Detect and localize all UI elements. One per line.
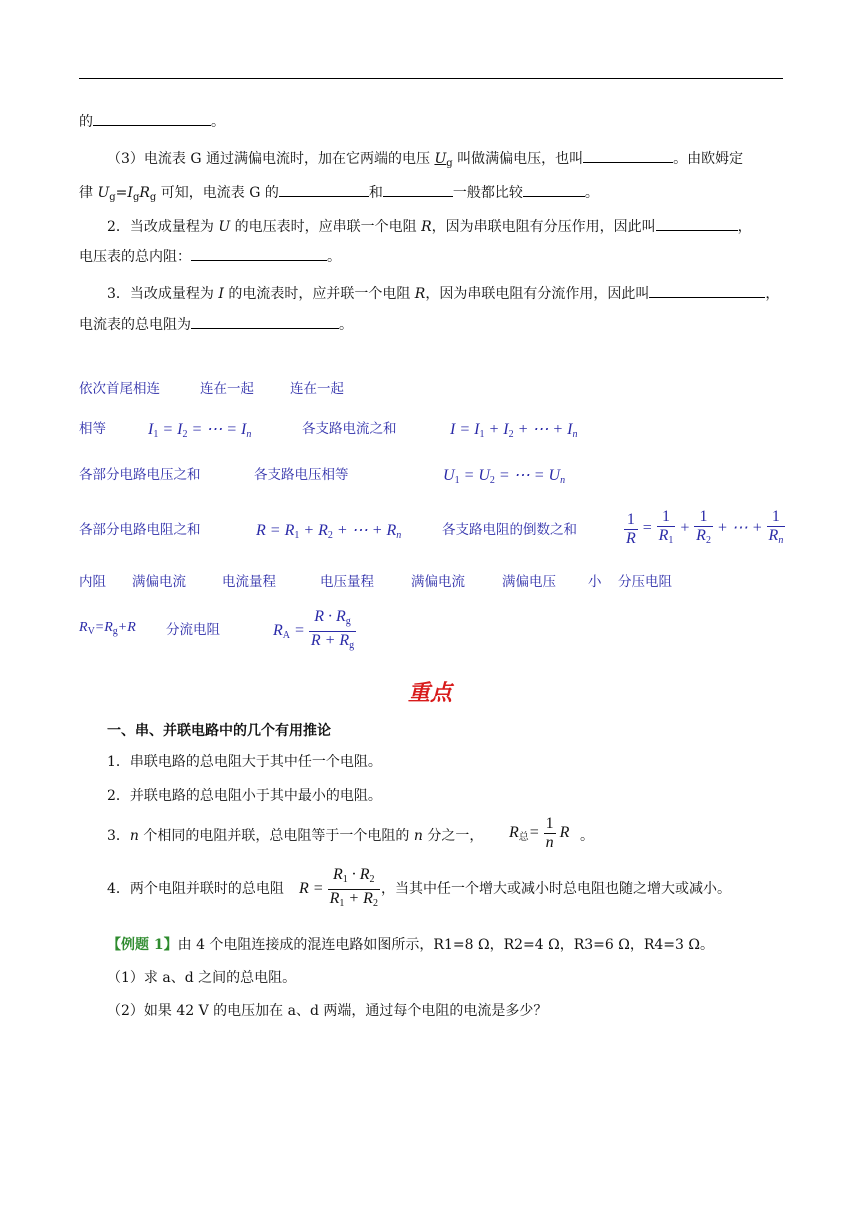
answer-row5-8: 分压电阻 xyxy=(618,574,672,590)
blank xyxy=(656,215,738,231)
blank xyxy=(583,147,673,163)
blank xyxy=(649,282,765,298)
series-current-formula: $I_1 = I_2$ = ⋯ = In xyxy=(148,421,252,440)
parallel-current-formula: $I = I_1 + I_2$ + ⋯ + In xyxy=(450,421,578,440)
blank xyxy=(191,313,339,329)
answer-row6-b: 分流电阻 xyxy=(166,622,220,638)
blank xyxy=(523,181,585,197)
item-3-formula: $R_总=$ $\frac{1}{n}$ R xyxy=(509,815,570,851)
ohm-formula: $U_g=I_gR_g$ xyxy=(97,185,157,203)
answer-row2-b: 各支路电流之和 xyxy=(302,421,397,437)
answer-row4-a: 各部分电路电阻之和 xyxy=(79,522,201,538)
series-resistance-formula: $R = R_1 + R_2$ + ⋯ + Rn xyxy=(256,522,402,541)
ug-symbol: $U_g$ xyxy=(434,151,453,169)
answer-row3-b: 各支路电压相等 xyxy=(254,467,349,483)
section-title: 一、串、并联电路中的几个有用推论 xyxy=(107,723,331,739)
answer-row5-1: 内阻 xyxy=(79,574,106,590)
answer-row4-b: 各支路电阻的倒数之和 xyxy=(442,522,577,538)
item-3: 3．n 个相同的电阻并联，总电阻等于一个电阻的 n 分之一， xyxy=(107,828,484,844)
answer-row3-a: 各部分电路电压之和 xyxy=(79,467,201,483)
answer-row5-2: 满偏电流 xyxy=(132,574,186,590)
blank xyxy=(383,181,453,197)
item-3-end: 。 xyxy=(580,828,594,844)
para-3-cont: 律 $U_g=I_gR_g$ 可知，电流表 G 的 和 一般都比较 。 xyxy=(79,181,599,208)
example-q1: （1）求 a、d 之间的总电阻。 xyxy=(107,970,297,986)
line-1: 的 。 xyxy=(79,110,225,132)
blank xyxy=(191,245,327,261)
item-1: 1．串联电路的总电阻大于其中任一个电阻。 xyxy=(107,754,382,770)
item-4-end: ，当其中任一个增大或减小时总电阻也随之增大或减小。 xyxy=(381,881,731,897)
answer-row5-4: 电压量程 xyxy=(320,574,374,590)
parallel-voltage-formula: $U_1 = U_2$ = ⋯ = Un xyxy=(443,467,566,486)
para-3: （3）电流表 G 通过满偏电流时，加在它两端的电压 $U_g$ 叫做满偏电压，也叫 。由欧姆定 xyxy=(107,147,743,174)
para-4: 2．当改成量程为 U 的电压表时，应串联一个电阻 R，因为串联电阻有分压作用，因此叫 ， xyxy=(107,215,752,237)
item-2: 2．并联电路的总电阻小于其中最小的电阻。 xyxy=(107,788,382,804)
parallel-resistance-formula: $\frac{1}{R}$ = $\frac{1}{R_1}$ + $\frac{1}{R_2}$ + ⋯ + $\frac{1}{Rn}$ xyxy=(626,508,784,547)
answer-1: 依次首尾相连 xyxy=(79,381,160,397)
answer-row2-a: 相等 xyxy=(79,421,106,437)
para-5: 3．当改成量程为 I 的电流表时，应并联一个电阻 R，因为串联电阻有分流作用，因此叫 ， xyxy=(107,282,779,304)
item-4: 4．两个电阻并联时的总电阻 xyxy=(107,881,284,897)
example-tag: 【例题 1】 xyxy=(107,937,178,953)
header-rule xyxy=(79,78,783,79)
answer-row5-6: 满偏电压 xyxy=(502,574,556,590)
section-heading: 重点 xyxy=(407,680,452,706)
item-4-formula: R = $\frac{R_1 \cdot R_2}{R_1 + R_2}$ xyxy=(299,866,378,909)
blank xyxy=(279,181,369,197)
answer-row5-7: 小 xyxy=(588,574,602,590)
answer-3: 连在一起 xyxy=(290,381,344,397)
blank xyxy=(93,110,211,126)
para-4-cont: 电压表的总内阻： 。 xyxy=(79,245,341,267)
example-1: 【例题 1】由 4 个电阻连接成的混连电路如图所示，R1=8 Ω，R2=4 Ω，R3=6 Ω，R4=3 Ω。 xyxy=(107,937,715,953)
voltmeter-resistance-formula: $R_V=R_g+R$ xyxy=(79,620,136,637)
answer-2: 连在一起 xyxy=(200,381,254,397)
answer-row5-5: 满偏电流 xyxy=(411,574,465,590)
answer-row5-3: 电流量程 xyxy=(222,574,276,590)
para-5-cont: 电流表的总电阻为 。 xyxy=(79,313,353,335)
example-q2: （2）如果 42 V 的电压加在 a、d 两端，通过每个电阻的电流是多少？ xyxy=(107,1003,548,1019)
ammeter-resistance-formula: $R_A$ = $\frac{R \cdot R_g}{R + R_g}$ xyxy=(273,608,355,651)
